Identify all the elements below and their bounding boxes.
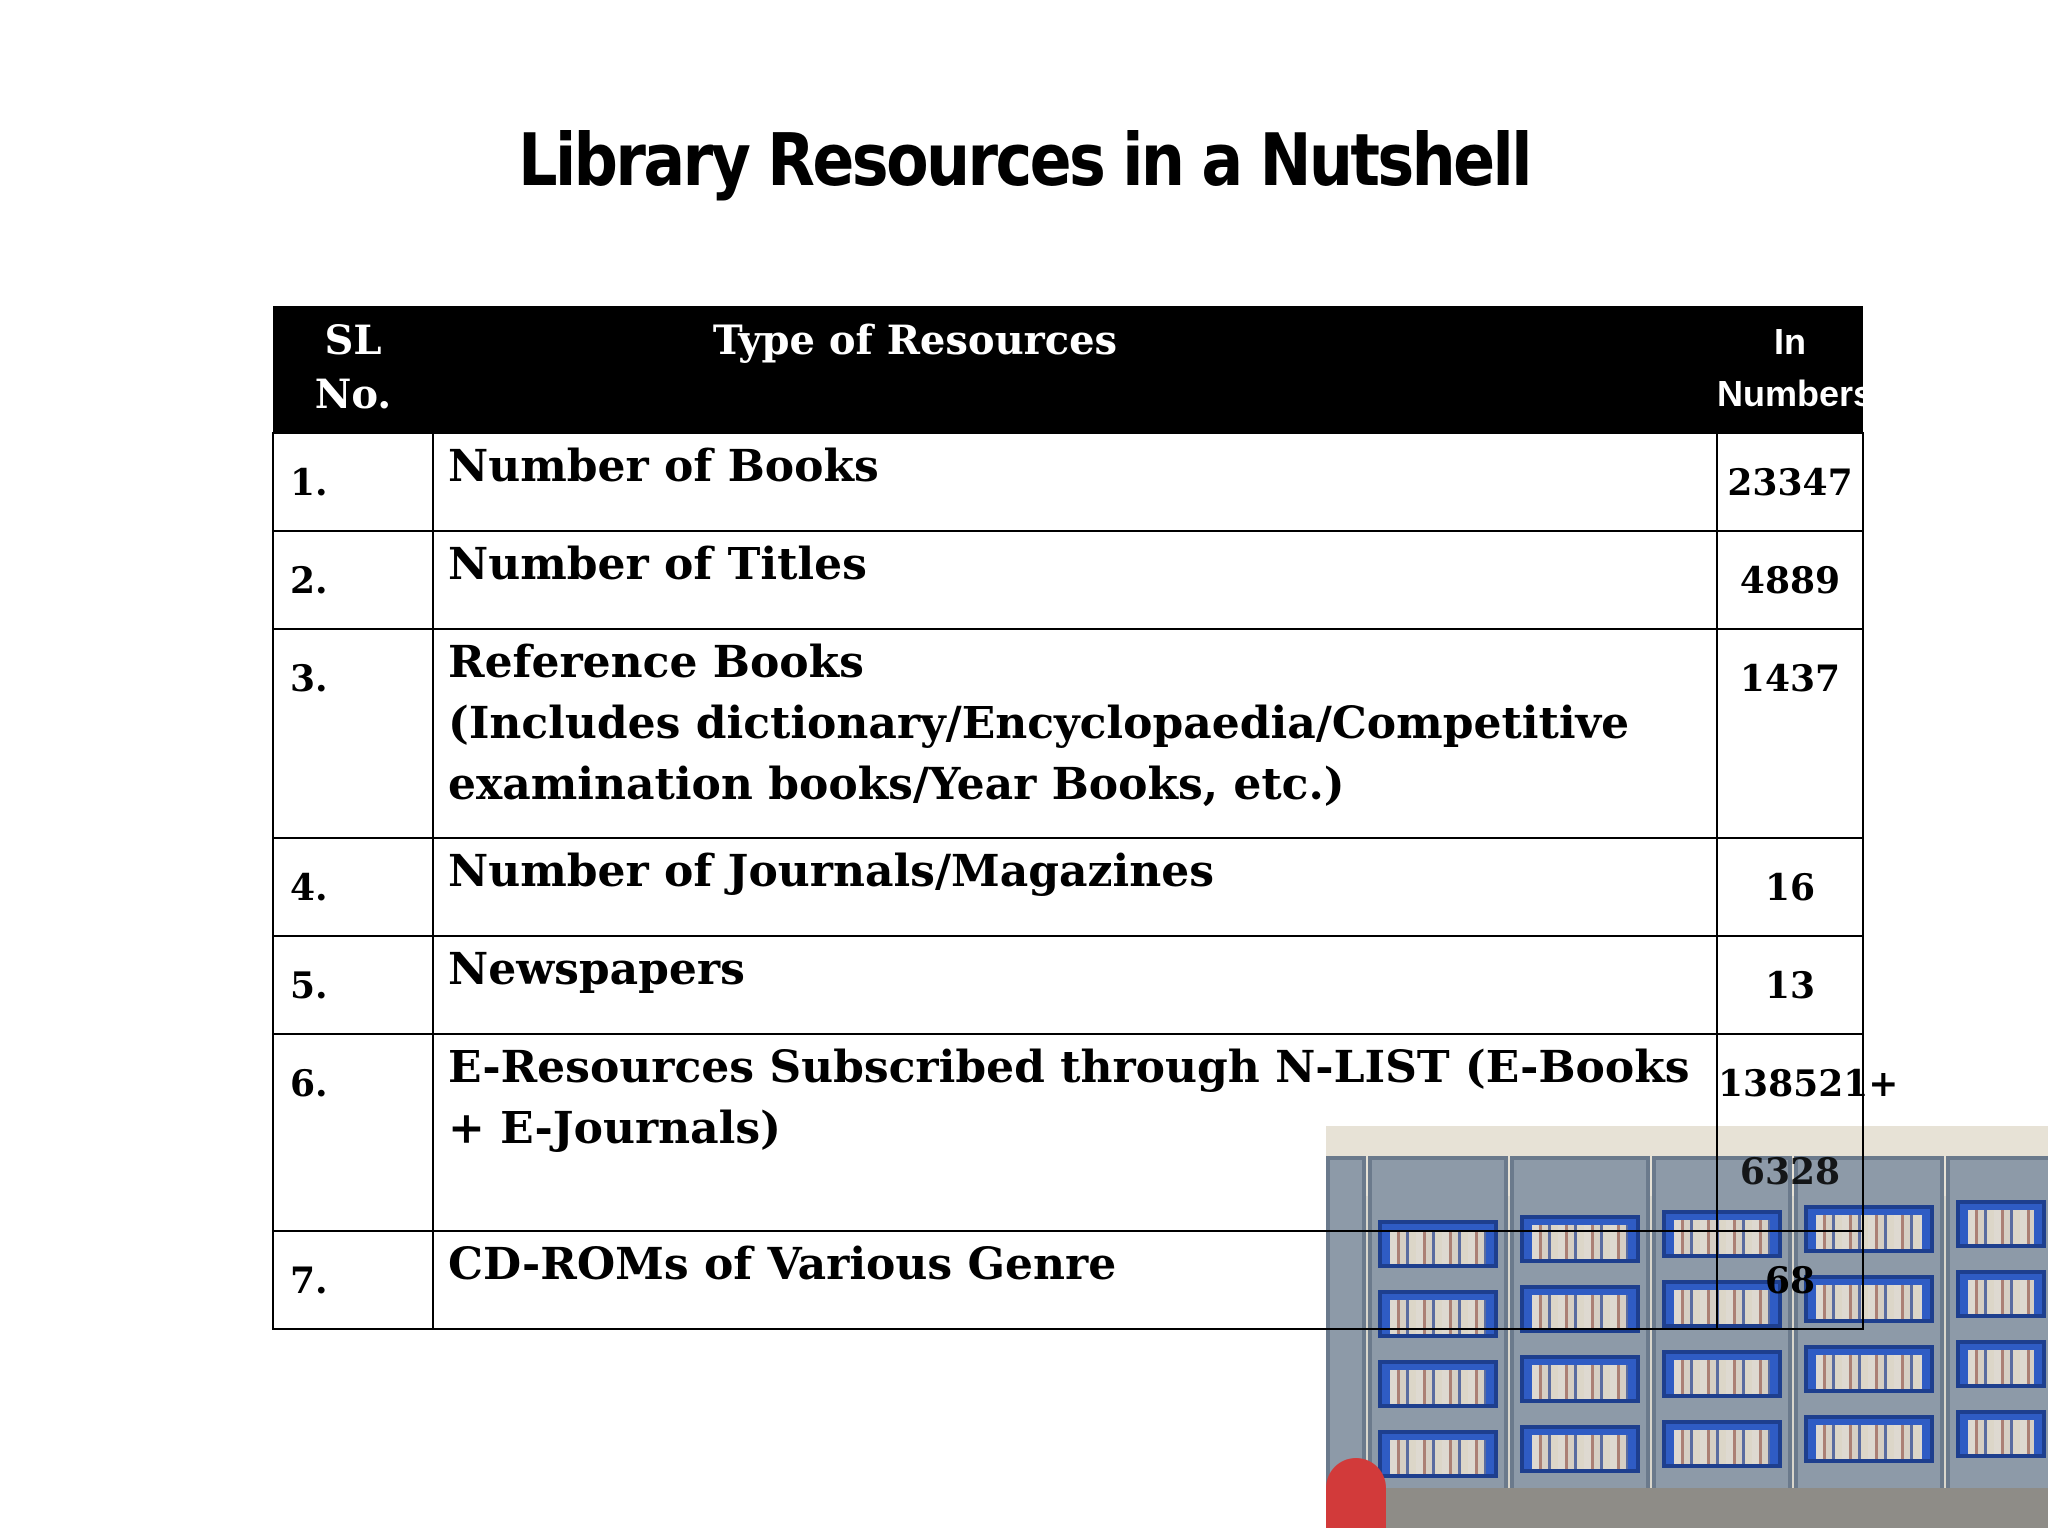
table-row (273, 1034, 1863, 1231)
row-value: 23347 (1727, 462, 1853, 504)
header-numbers-line1: In (1774, 321, 1806, 362)
table-row (273, 433, 1863, 531)
row-sl: 6. (290, 1063, 328, 1105)
header-sl-line1: SL (324, 317, 382, 364)
row-type-detail: + E-Journals) (448, 1103, 781, 1154)
table-row (273, 838, 1863, 936)
row-value-secondary: 6328 (1739, 1151, 1841, 1193)
table-row (273, 1231, 1863, 1329)
row-value: 68 (1764, 1260, 1816, 1302)
header-type-of-resources: Type of Resources (433, 306, 1717, 433)
row-value: 1437 (1739, 658, 1841, 700)
header-in-numbers (1717, 306, 1874, 433)
row-type: Reference Books (448, 637, 864, 688)
row-type: Number of Titles (448, 539, 867, 590)
row-sl: 5. (290, 965, 328, 1007)
row-type: Number of Books (448, 441, 879, 492)
row-sl: 1. (290, 462, 328, 504)
header-sl-line2: No. (314, 371, 392, 418)
row-type-detail: (Includes dictionary/Encyclopaedia/Competitive (448, 698, 1630, 749)
table-row (273, 531, 1863, 629)
row-type: Newspapers (448, 944, 745, 995)
row-type-detail: examination books/Year Books, etc.) (448, 759, 1345, 810)
row-type: Number of Journals/Magazines (448, 846, 1214, 897)
row-sl: 4. (290, 867, 328, 909)
resources-table (272, 306, 1899, 1330)
row-sl: 7. (290, 1260, 328, 1302)
header-numbers-line2: Numbers (1717, 373, 1874, 414)
row-sl: 3. (290, 658, 328, 700)
row-value: 16 (1764, 867, 1816, 909)
table-header-row (273, 306, 1863, 433)
row-type: CD-ROMs of Various Genre (448, 1239, 1117, 1290)
slide-title: Library Resources in a Nutshell (518, 118, 1530, 202)
row-value: 138521+ (1718, 1063, 1899, 1105)
row-value: 4889 (1739, 560, 1841, 602)
row-type: E-Resources Subscribed through N-LIST (E-Books (448, 1042, 1690, 1093)
header-sl-no (273, 306, 433, 433)
row-sl: 2. (290, 560, 328, 602)
table-row (273, 629, 1863, 838)
row-value: 13 (1764, 965, 1816, 1007)
table-row (273, 936, 1863, 1034)
